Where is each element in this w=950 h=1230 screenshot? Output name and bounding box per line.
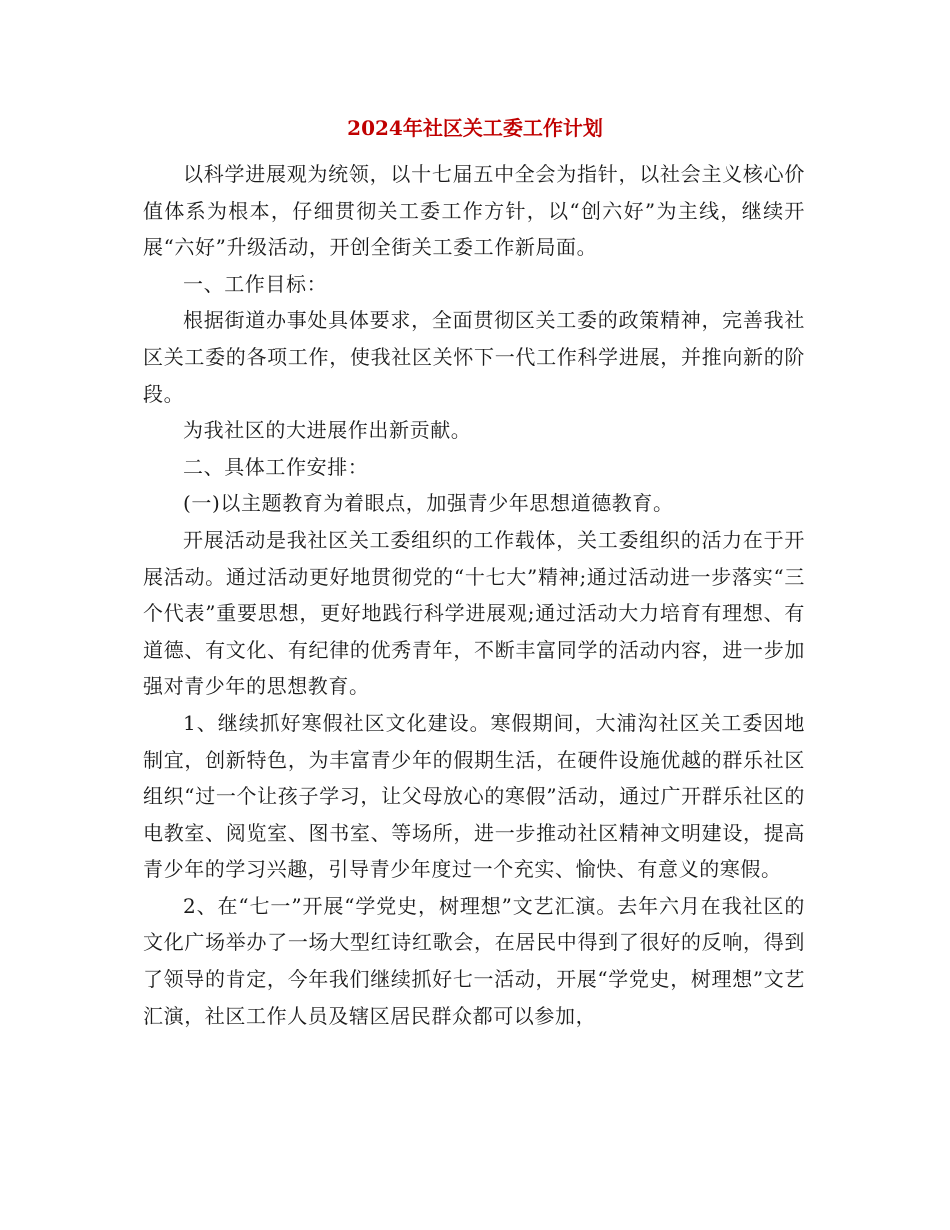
- paragraph-winter-vacation: 1、继续抓好寒假社区文化建设。寒假期间，大浦沟社区关工委因地制宜，创新特色，为丰富青少年的假期生活，在硬件设施优越的群乐社区组织“过一个让孩子学习，让父母放心的寒假”活动，通过广开群乐社区的电教室、阅览室、图书室、等场所，进一步推动社区精神文明建设，提高青少年的学习兴趣，引导青少年度过一个充实、愉快、有意义的寒假。: [143, 710, 805, 882]
- heading-work-arrangements: 二、具体工作安排：: [183, 454, 369, 479]
- document-title: 2024年社区关工委工作计划: [347, 116, 603, 140]
- paragraph-goals: 根据街道办事处具体要求，全面贯彻区关工委的政策精神，完善我社区关工委的各项工作，使我社区关怀下一代工作科学进展，并推向新的阶段。: [143, 308, 805, 406]
- subheading-theme-education: (一)以主题教育为着眼点，加强青少年思想道德教育。: [183, 491, 674, 516]
- paragraph-activities: 开展活动是我社区关工委组织的工作载体，关工委组织的活力在于开展活动。通过活动更好地贯彻党的“十七大”精神;通过活动进一步落实“三个代表”重要思想，更好地践行科学进展观;通过活动大力培育有理想、有道德、有文化、有纪律的优秀青年，不断丰富同学的活动内容，进一步加强对青少年的思想教育。: [143, 527, 805, 699]
- paragraph-july-first: 2、在“七一”开展“学党史，树理想”文艺汇演。去年六月在我社区的文化广场举办了一场大型红诗红歌会，在居民中得到了很好的反响，得到了领导的肯定，今年我们继续抓好七一活动，开展“学党史，树理想”文艺汇演，社区工作人员及辖区居民群众都可以参加，: [143, 893, 805, 1028]
- document-body: [143, 156, 805, 1034]
- heading-work-goals: 一、工作目标：: [183, 271, 328, 296]
- paragraph-intro: 以科学进展观为统领，以十七届五中全会为指针，以社会主义核心价值体系为根本，仔细贯彻关工委工作方针，以“创六好”为主线，继续开展“六好”升级活动，开创全街关工委工作新局面。: [143, 162, 805, 260]
- paragraph-contribution: 为我社区的大进展作出新贡献。: [183, 418, 472, 443]
